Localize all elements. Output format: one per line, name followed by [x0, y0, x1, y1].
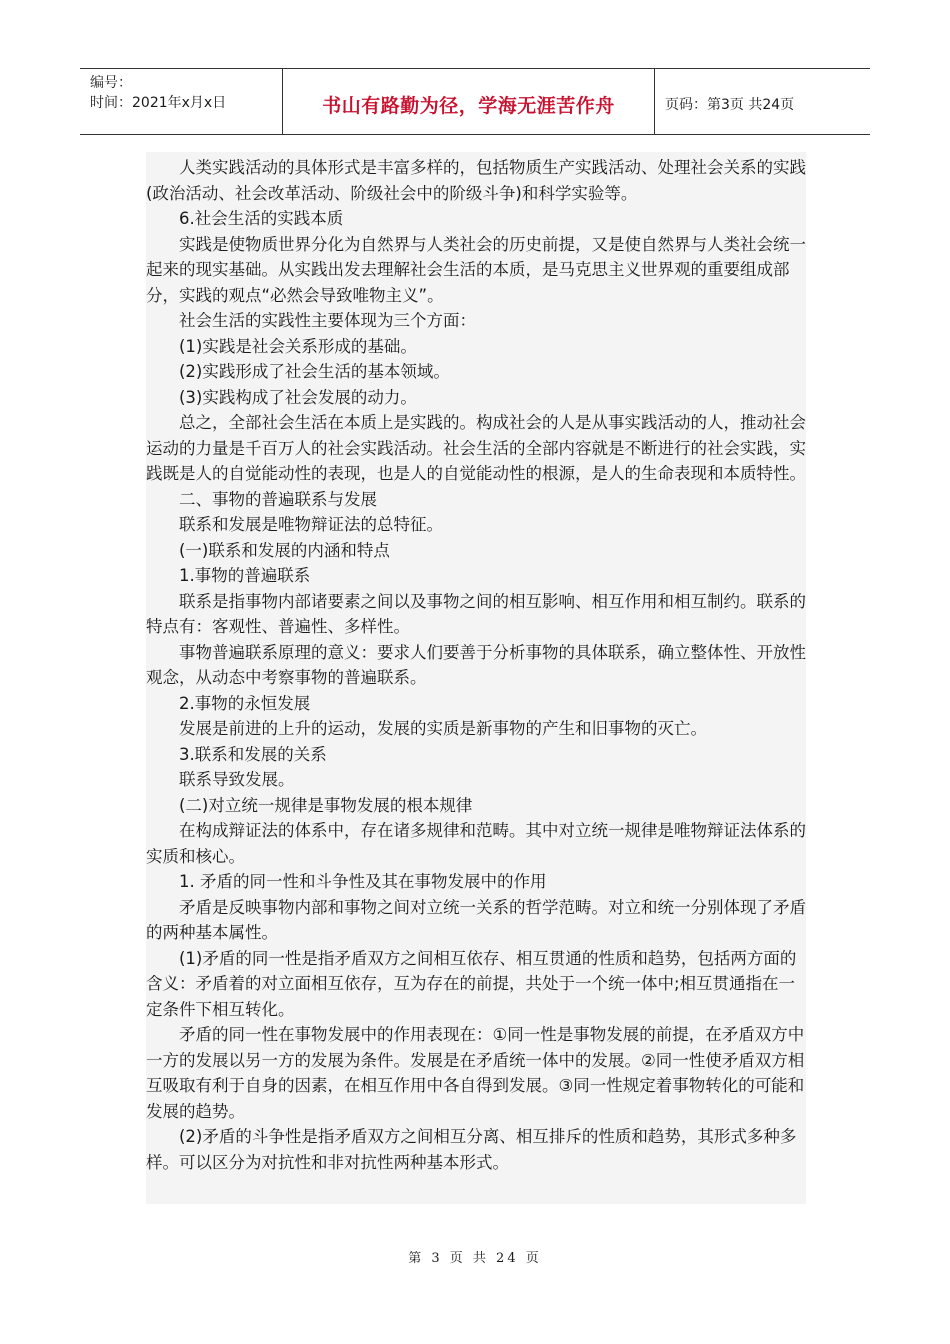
section-heading: (二)对立统一规律是事物发展的根本规律 — [179, 795, 473, 815]
document-body — [146, 155, 806, 1175]
paragraph: 联系是指事物内部诸要素之间以及事物之间的相互影响、相互作用和相互制约。联系的特点有：客观性、普遍性、多样性。 — [146, 591, 806, 636]
list-item: (3)实践构成了社会发展的动力。 — [179, 387, 417, 407]
paragraph: 联系和发展是唯物辩证法的总特征。 — [179, 515, 443, 534]
section-heading: 2.事物的永恒发展 — [179, 693, 311, 713]
section-heading: 二、事物的普遍联系与发展 — [179, 489, 377, 509]
section-heading: 6.社会生活的实践本质 — [179, 209, 344, 228]
paragraph: 在构成辩证法的体系中，存在诸多规律和范畴。其中对立统一规律是唯物辩证法体系的实质和核心。 — [146, 821, 806, 866]
paragraph: 发展是前进的上升的运动，发展的实质是新事物的产生和旧事物的灭亡。 — [179, 719, 707, 738]
paragraph: 社会生活的实践性主要体现为三个方面： — [179, 311, 476, 330]
paragraph: 联系导致发展。 — [179, 770, 295, 789]
document-number-label: 编号： — [90, 75, 132, 91]
list-item: (1)实践是社会关系形成的基础。 — [179, 336, 417, 356]
paragraph: (1)矛盾的同一性是指矛盾双方之间相互依存、相互贯通的性质和趋势，包括两方面的含义：矛盾着的对立面相互依存，互为存在的前提，共处于一个统一体中;相互贯通指在一定条件下相互转化。 — [146, 948, 797, 1019]
list-item: (2)实践形成了社会生活的基本领域。 — [179, 362, 450, 381]
paragraph: 矛盾是反映事物内部和事物之间对立统一关系的哲学范畴。对立和统一分别体现了矛盾的两种基本属性。 — [146, 897, 806, 942]
paragraph: 实践是使物质世界分化为自然界与人类社会的历史前提，又是使自然界与人类社会统一起来的现实基础。从实践出发去理解社会生活的本质，是马克思主义世界观的重要组成部分，实践的观点“必然会导致唯物主义”。 — [146, 234, 806, 305]
document-time-label: 时间：2021年x月x日 — [90, 95, 227, 111]
page-footer: 第 3 页 共 24 页 — [408, 1251, 542, 1266]
section-heading: (一)联系和发展的内涵和特点 — [179, 540, 390, 560]
paragraph: 人类实践活动的具体形式是丰富多样的，包括物质生产实践活动、处理社会关系的实践(政治活动、社会改革活动、阶级社会中的阶级斗争)和科学实验等。 — [146, 158, 806, 203]
header-page-info: 页码：第3页 共24页 — [665, 97, 795, 113]
section-heading: 1.事物的普遍联系 — [179, 566, 311, 585]
section-heading: 3.联系和发展的关系 — [179, 744, 327, 764]
paragraph: 总之，全部社会生活在本质上是实践的。构成社会的人是从事实践活动的人，推动社会运动的力量是千百万人的社会实践活动。社会生活的全部内容就是不断进行的社会实践，实践既是人的自觉能动性的表现，也是人的自觉能动性的根源，是人的生命表现和本质特性。 — [146, 413, 806, 483]
header-meta — [90, 73, 226, 113]
header-divider — [654, 69, 655, 135]
paragraph: (2)矛盾的斗争性是指矛盾双方之间相互分离、相互排斥的性质和趋势，其形式多种多样。可以区分为对抗性和非对抗性两种基本形式。 — [146, 1127, 797, 1172]
header-motto: 书山有路勤为径，学海无涯苦作舟 — [322, 95, 615, 117]
page-header — [80, 68, 870, 135]
paragraph: 事物普遍联系原理的意义：要求人们要善于分析事物的具体联系，确立整体性、开放性观念，从动态中考察事物的普遍联系。 — [146, 642, 806, 687]
paragraph: 矛盾的同一性在事物发展中的作用表现在：①同一性是事物发展的前提，在矛盾双方中一方的发展以另一方的发展为条件。发展是在矛盾统一体中的发展。②同一性使矛盾双方相互吸取有利于自身的因素，在相互作用中各自得到发展。③同一性规定着事物转化的可能和发展的趋势。 — [146, 1025, 805, 1121]
section-heading: 1. 矛盾的同一性和斗争性及其在事物发展中的作用 — [179, 872, 547, 891]
